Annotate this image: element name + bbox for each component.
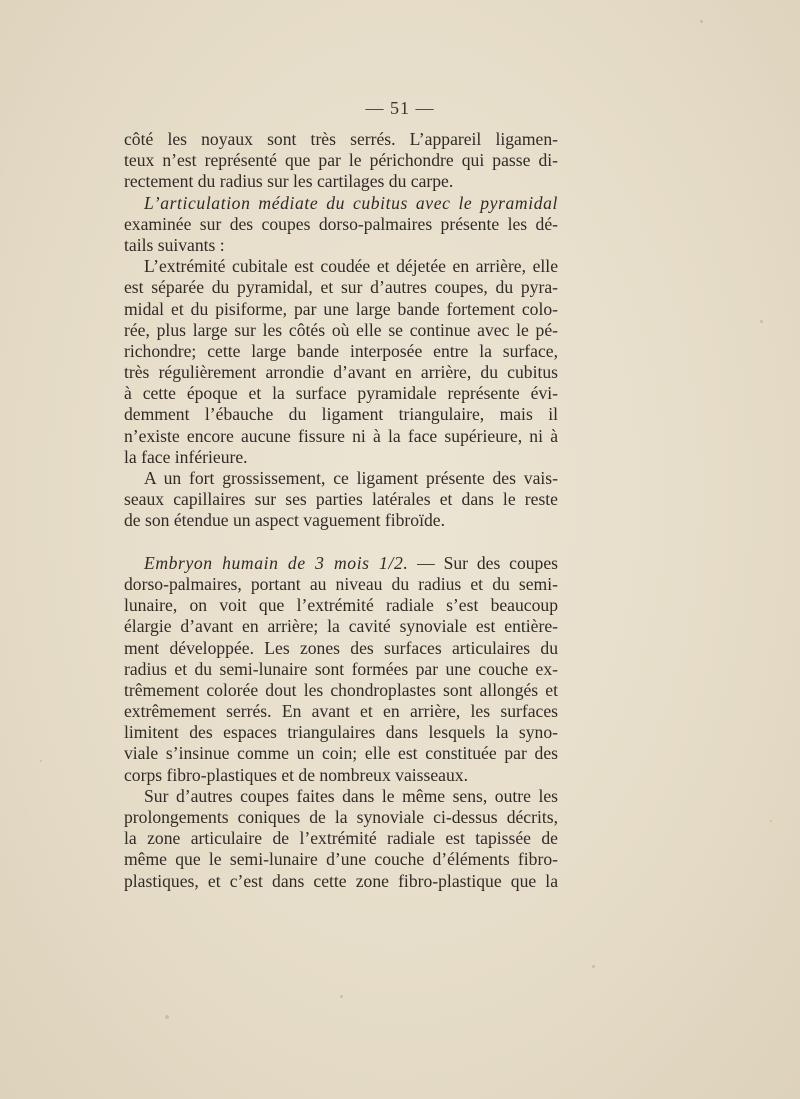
body-text [124,129,558,892]
text-line: côté les noyaux sont très serrés. L’appareil ligamen- [124,129,558,149]
text-line: plastiques, et c’est dans cette zone fibro-plastique que la [124,870,558,891]
text-line: tails suivants : [124,234,225,255]
text-line: demment l’ébauche du ligament triangulaire, mais il [124,404,558,425]
text-line: à cette époque et la surface pyramidale représente évi- [124,383,558,404]
text-line: extrêmement serrés. En avant et en arrière, les surfaces [124,701,558,722]
text-line: ment développée. Les zones des surfaces articulaires du [124,637,558,658]
text-line: viale s’insinue comme un coin; elle est constituée par des [124,743,558,764]
paragraph-2 [124,193,558,257]
text-line: trêmement colorée dout les chondroplastes sont allongés et [124,679,558,700]
text-line [124,193,558,214]
text-line: seaux capillaires sur ses parties latérales et dans le reste [124,489,558,510]
text-line: radius et du semi-lunaire sont formées par une couche ex- [124,658,558,679]
paper-speck [760,320,763,323]
text-line: très régulièrement arrondie d’avant en arrière, du cubitus [124,362,558,383]
text-line: Sur d’autres coupes faites dans le même sens, outre les [144,785,558,806]
text-line: élargie d’avant en arrière; la cavité synoviale est entière- [124,616,558,637]
text-line: examinée sur des coupes dorso-palmaires présente les dé- [124,213,558,234]
text-line: rectement du radius sur les cartilages du carpe. [124,171,454,192]
text-line: prolongements coniques de la synoviale ci-dessus décrits, [124,807,558,827]
page-number: — 51 — [365,98,435,118]
paragraph-6 [124,786,558,892]
text-line: la zone articulaire de l’extrémité radiale est tapissée de [124,828,558,849]
paper-speck [592,965,595,968]
italic-heading: Embryon humain de 3 mois 1/2. [144,552,409,573]
text-line: limitent des espaces triangulaires dans lesquels la syno- [124,722,558,743]
paper-speck [340,995,343,998]
text-line: lunaire, on voit que l’extrémité radiale s’est beaucoup [124,595,558,616]
text-line: corps fibro-plastiques et de nombreux vaisseaux. [124,764,468,785]
text-line: A un fort grossissement, ce ligament présente des vais- [144,468,558,488]
paragraph-1 [124,129,558,193]
text-line: n’existe encore aucune fissure ni à la face supérieure, ni à [124,425,558,446]
text-line [124,553,558,574]
text-line: midal et du pisiforme, par une large bande fortement colo- [124,298,558,319]
paper-speck [700,20,703,23]
italic-heading: L’articulation médiate du cubitus avec le pyramidal [144,192,558,213]
paragraph-5 [124,553,558,786]
text-run: — Sur des coupes [408,552,558,573]
text-line: est séparée du pyramidal, et sur d’autres coupes, du pyra- [124,277,558,298]
text-line: même que le semi-lunaire d’une couche d’éléments fibro- [124,849,558,870]
paragraph-3 [124,256,558,468]
text-line: de son étendue un aspect vaguement fibroïde. [124,510,445,531]
paper-speck [165,1015,169,1019]
text-line: dorso-palmaires, portant au niveau du radius et du semi- [124,573,558,594]
text-line: L’extrémité cubitale est coudée et déjetée en arrière, elle [144,256,558,277]
text-line: rée, plus large sur les côtés où elle se continue avec le pé- [124,319,558,340]
text-line: richondre; cette large bande interposée entre la surface, [124,340,558,361]
paragraph-4 [124,468,558,532]
paper-speck [770,820,772,822]
text-line: la face inférieure. [124,446,248,467]
text-line: teux n’est représenté que par le périchondre qui passe di- [124,150,558,171]
paragraph-spacer [124,532,558,553]
paper-speck [40,760,42,762]
